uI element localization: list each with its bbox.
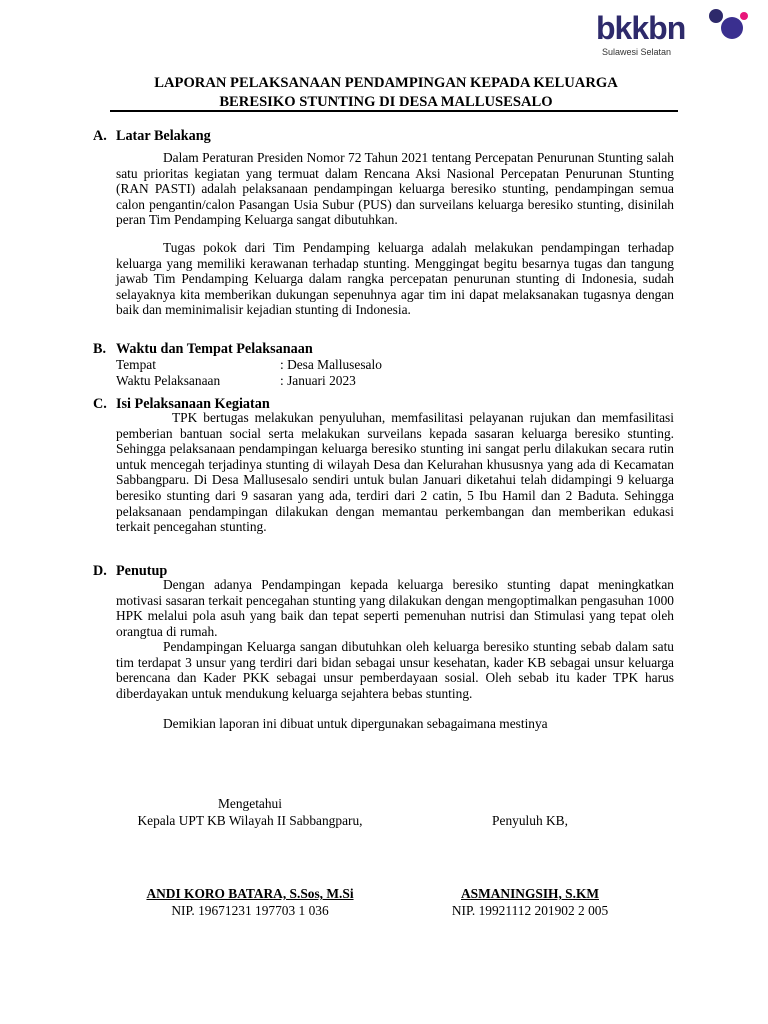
time-value: : Januari 2023 — [280, 373, 356, 388]
report-title-line-2: BERESIKO STUNTING DI DESA MALLUSESALO — [219, 94, 553, 110]
section-c-paragraph-1 — [116, 410, 674, 535]
place-row — [116, 357, 382, 373]
section-d-title: Penutup — [116, 563, 168, 579]
logo-wordmark: bkkbn — [596, 10, 686, 46]
signature-right-name: ASMANINGSIH, S.KM — [460, 886, 599, 901]
section-a-paragraph-1 — [116, 150, 674, 228]
section-a-paragraph-2-text: Tugas pokok dari Tim Pendamping keluarga adalah melakukan pendampingan terhadap keluarga yang memiliki kerawanan terhadap stunting. Menggingat begitu besarnya tugas dan tangung jawab Tim Pendamping Keluarga dalam rangka percepatan penurunan stunting di Indonesia, sudah selayaknya kita memberikan dukungan sepenuhnya agar tim ini dapat melaksanakan tugasnya dengan baik dan meminimalisir kejadian stunting di Indonesia. — [116, 240, 674, 318]
section-c-title: Isi Pelaksanaan Kegiatan — [116, 396, 270, 412]
bkkbn-logo — [596, 6, 756, 62]
title-divider — [110, 110, 678, 112]
time-row — [116, 373, 356, 389]
section-a-heading — [93, 127, 211, 145]
signature-left-position: Kepala UPT KB Wilayah II Sabbangparu, — [137, 813, 363, 828]
section-d-paragraph-3-text: Demikian laporan ini dibuat untuk dipergunakan sebagaimana mestinya — [163, 716, 548, 731]
section-d-paragraph-2 — [116, 639, 674, 701]
signature-left-acknowledge: Mengetahui — [218, 796, 282, 811]
signature-right-position: Penyuluh KB, — [492, 813, 568, 828]
signature-left-nip: NIP. 19671231 197703 1 036 — [171, 903, 329, 918]
section-d-paragraph-1 — [116, 577, 674, 639]
logo-dots-icon — [700, 6, 750, 46]
section-b-letter: B. — [93, 341, 107, 357]
place-value: : Desa Mallusesalo — [280, 357, 382, 372]
signature-left-name: ANDI KORO BATARA, S.Sos, M.Si — [146, 886, 354, 901]
place-label: Tempat — [116, 357, 156, 372]
section-a-letter: A. — [93, 128, 107, 144]
section-b-title: Waktu dan Tempat Pelaksanaan — [116, 341, 313, 357]
report-title-line-1: LAPORAN PELAKSANAAN PENDAMPINGAN KEPADA KELUARGA — [154, 75, 618, 91]
section-b-heading — [93, 340, 313, 358]
section-d-paragraph-3 — [116, 716, 674, 732]
section-c-paragraph-1-text: TPK bertugas melakukan penyuluhan, memfasilitasi pelayanan rujukan dan memfasilitasi pemberian bantuan social serta melakukan surveilans kepada sasaran keluarga beresiko stunting. Sehingga pelaksanaan pendampingan keluarga beresiko stunting ini sangat perlu dilakukan secara rutin untuk mencegah terjadinya stunting di wilayah Desa dan Kelurahan khususnya yang ada di Kecamatan Sabbangparu. Di Desa Mallusesalo sendiri untuk bulan Januari diketahui telah didampingi 9 keluarga beresiko stunting dari 9 sasaran yang ada, terdiri dari 2 catin, 5 Ibu Hamil dan 2 Baduta. Sehingga pelaksanaan pendampingan dilakukan dengan memantau perkembangan dan memberikan edukasi terkait pencegahan stunting. — [116, 410, 674, 535]
signature-right-nip: NIP. 19921112 201902 2 005 — [451, 903, 609, 918]
section-c-letter: C. — [93, 396, 107, 412]
section-d-letter: D. — [93, 563, 107, 579]
section-a-title: Latar Belakang — [116, 128, 211, 144]
section-d-paragraph-1-text: Dengan adanya Pendampingan kepada keluarga beresiko stunting dapat meningkatkan motivasi sasaran terkait pencegahan stunting yang dilakukan dengan mengoptimalkan pengasuhan 1000 HPK melalui pola asuh yang baik dan tepat seperti pemenuhan nutrisi dan Stimulasi yang tepat oleh orangtua di rumah. — [116, 577, 674, 639]
logo-region: Sulawesi Selatan — [602, 47, 672, 57]
section-d-paragraph-2-text: Pendampingan Keluarga sangan dibutuhkan oleh keluarga beresiko stunting sebab dalam satu tim terdapat 3 unsur yang terdiri dari bidan sebagai unsur kesehatan, kader KB sebagai unsur keluarga berencana dan Kader PKK sebagai unsur pemberdayaan sosial. Oleh sebab itu kader TPK harus diberdayakan untuk mendukung keluarga sejahtera bebas stunting. — [116, 639, 674, 701]
section-a-paragraph-1-text: Dalam Peraturan Presiden Nomor 72 Tahun 2021 tentang Percepatan Penurunan Stunting salah satu prioritas kegiatan yang termuat dalam Rencana Aksi Nasional Percepatan Penurunan Stunting (RAN PASTI) adalah pelaksanaan pendampingan keluarga beresiko stunting, pendampingan semua calon pengantin/calon Pasangan Usia Subur (PUS) dan surveilans keluarga beresiko stunting, disinilah peran Tim Pendamping Keluarga sangat dibutuhkan. — [116, 150, 674, 228]
time-label: Waktu Pelaksanaan — [116, 373, 221, 388]
section-a-paragraph-2 — [116, 240, 674, 318]
